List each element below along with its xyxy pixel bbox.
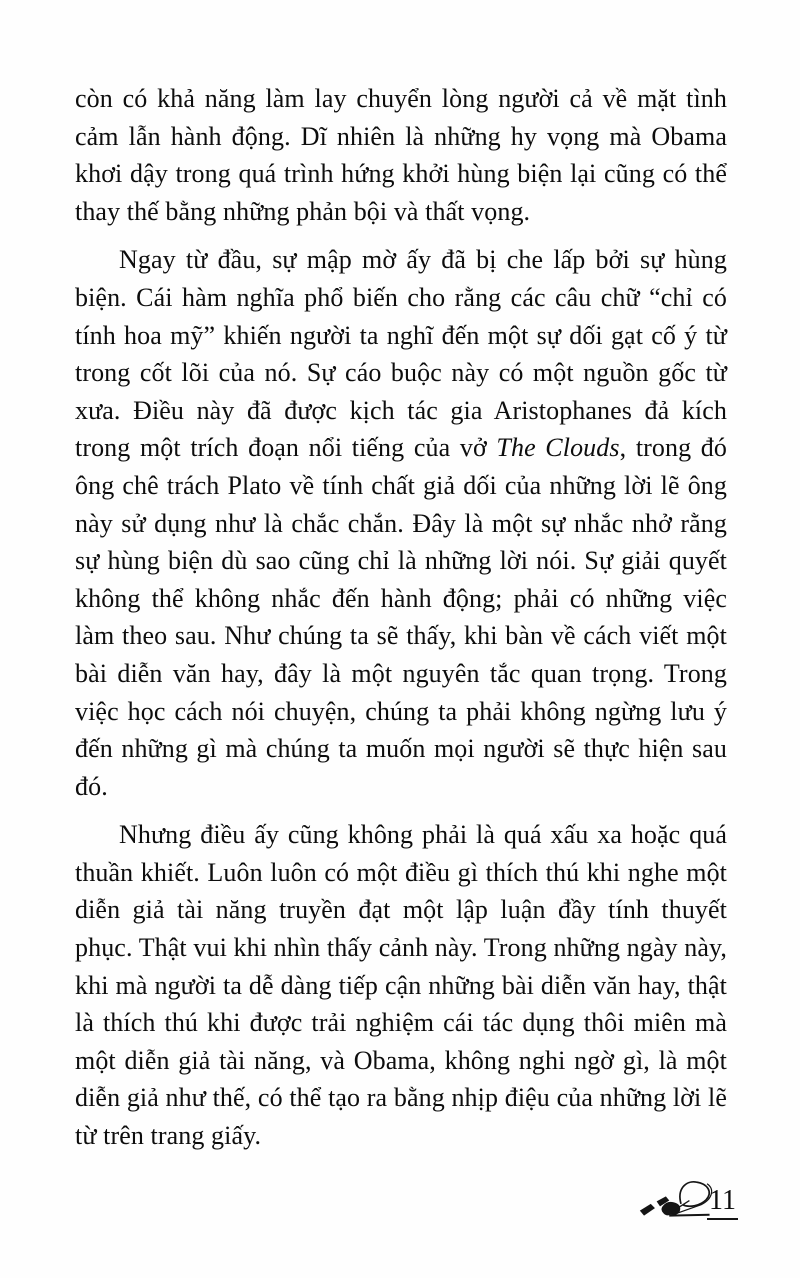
paragraph-text: Ngay từ đầu, sự mập mờ ấy đã bị che lấp bởi sự hùng biện. Cái hàm nghĩa phổ biến cho rằng các câu chữ “chỉ có tính hoa mỹ” khiến người ta nghĩ đến một sự dối gạt cố ý từ trong cốt lõi của nó. Sự cáo buộc này có một nguồn gốc từ xưa. Điều này đã được kịch tác gia Aristophanes đả kích trong một trích đoạn nổi tiếng của vở [75, 245, 727, 463]
book-title-italic: The Clouds [496, 433, 620, 463]
page-footer [639, 1176, 738, 1220]
paragraph [75, 816, 727, 1154]
paragraph-continuation [75, 80, 727, 230]
paragraph-text: Nhưng điều ấy cũng không phải là quá xấu xa hoặc quá thuần khiết. Luôn luôn có một điều gì thích thú khi nghe một diễn giả tài năng truyền đạt một lập luận đầy tính thuyết phục. Thật vui khi nhìn thấy cảnh này. Trong những ngày này, khi mà người ta dễ dàng tiếp cận những bài diễn văn hay, thật là thích thú khi được trải nghiệm cái tác dụng thôi miên mà một diễn giả tài năng, và Obama, không nghi ngờ gì, là một diễn giả như thế, có thể tạo ra bằng nhịp điệu của những lời lẽ từ trên trang giấy. [75, 820, 727, 1151]
page-number: 11 [707, 1187, 738, 1220]
page-text [75, 80, 727, 1155]
paragraph [75, 241, 727, 805]
paragraph-text: , trong đó ông chê trách Plato về tính chất giả dối của những lời lẽ ông này sử dụng như là chắc chắn. Đây là một sự nhắc nhở rằng sự hùng biện dù sao cũng chỉ là những lời nói. Sự giải quyết không thể không nhắc đến hành động; phải có những việc làm theo sau. Như chúng ta sẽ thấy, khi bàn về cách viết một bài diễn văn hay, đây là một nguyên tắc quan trọng. Trong việc học cách nói chuyện, chúng ta phải không ngừng lưu ý đến những gì mà chúng ta muốn mọi người sẽ thực hiện sau đó. [75, 433, 728, 801]
paragraph-text: còn có khả năng làm lay chuyển lòng người cả về mặt tình cảm lẫn hành động. Dĩ nhiên là những hy vọng mà Obama khơi dậy trong quá trình hứng khởi hùng biện lại cũng có thể thay thế bằng những phản bội và thất vọng. [75, 84, 727, 226]
